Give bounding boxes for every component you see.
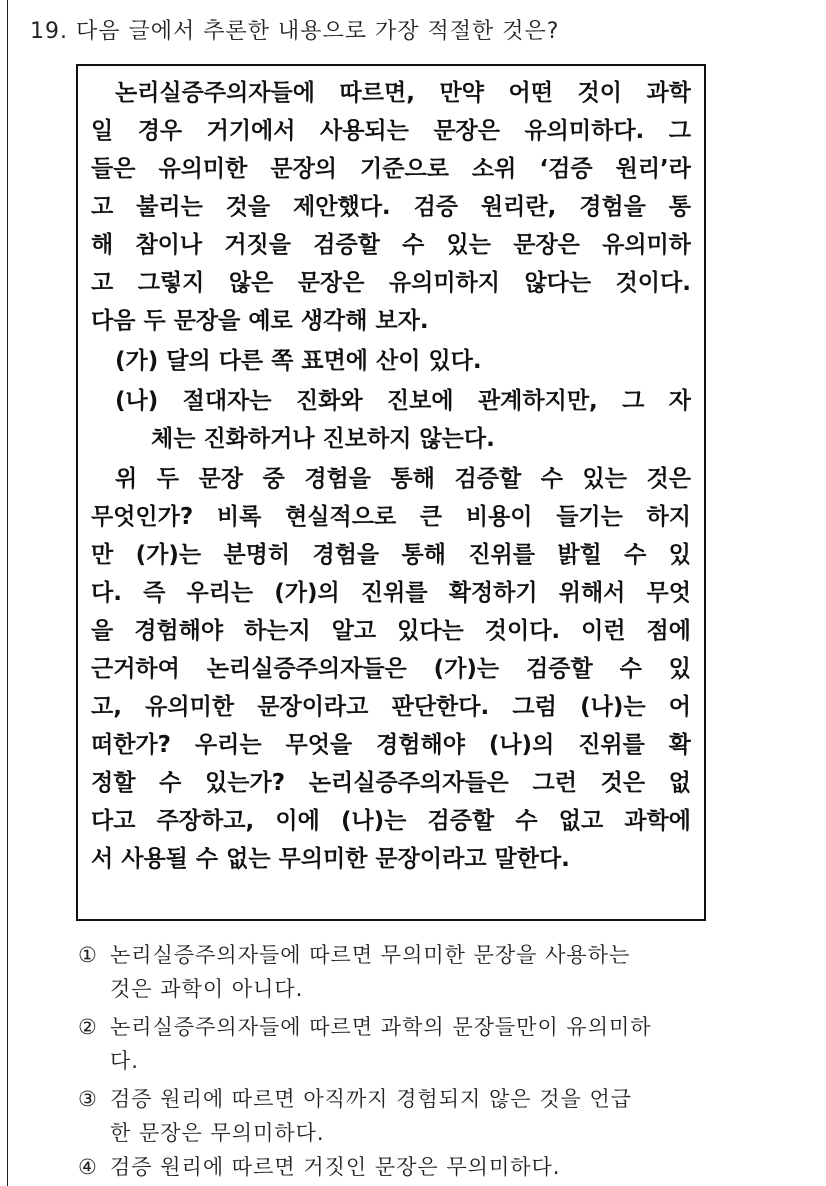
- option-1[interactable]: [78, 938, 758, 1006]
- passage-line: 정할 수 있는가? 논리실증주의자들은 그런 것은 없: [91, 770, 691, 796]
- option-number: ③: [78, 1087, 98, 1111]
- option-text-cont: 것은 과학이 아니다.: [110, 977, 304, 1001]
- passage-line: 고 불리는 것을 제안했다. 검증 원리란, 경험을 통: [91, 194, 691, 220]
- passage-example-na: (나) 절대자는 진화와 진보에 관계하지만, 그 자: [115, 388, 691, 414]
- passage-line: 떠한가? 우리는 무엇을 경험해야 (나)의 진위를 확: [91, 732, 691, 758]
- passage-line: 논리실증주의자들에 따르면, 만약 어떤 것이 과학: [115, 80, 691, 106]
- passage-line: 위 두 문장 중 경험을 통해 검증할 수 있는 것은: [115, 466, 691, 492]
- option-number: ①: [78, 943, 98, 967]
- passage-line: 일 경우 거기에서 사용되는 문장은 유의미하다. 그: [91, 118, 691, 144]
- option-number: ②: [78, 1015, 98, 1039]
- option-4[interactable]: [78, 1150, 758, 1184]
- passage-example-na-cont: 체는 진화하거나 진보하지 않는다.: [151, 426, 495, 452]
- option-text: 논리실증주의자들에 따르면 무의미한 문장을 사용하는: [110, 943, 631, 967]
- passage-line: 만 (가)는 분명히 경험을 통해 진위를 밝힐 수 있: [91, 542, 691, 568]
- passage-line: 을 경험해야 하는지 알고 있다는 것이다. 이런 점에: [91, 618, 691, 644]
- passage-line: 다. 즉 우리는 (가)의 진위를 확정하기 위해서 무엇: [91, 580, 691, 606]
- passage-box: [76, 64, 706, 921]
- option-text: 검증 원리에 따르면 거짓인 문장은 무의미하다.: [110, 1155, 561, 1179]
- question-label: 19. 다음 글에서 추론한 내용으로 가장 적절한 것은?: [30, 19, 560, 44]
- option-text: 검증 원리에 따르면 아직까지 경험되지 않은 것을 언급: [110, 1087, 633, 1111]
- passage-line: 다음 두 문장을 예로 생각해 보자.: [91, 308, 429, 334]
- passage-line: 서 사용될 수 없는 무의미한 문장이라고 말한다.: [91, 846, 570, 872]
- option-2[interactable]: [78, 1010, 758, 1078]
- passage-line: 해 참이나 거짓을 검증할 수 있는 문장은 유의미하: [91, 232, 691, 258]
- option-text-cont: 다.: [110, 1049, 139, 1073]
- option-number: ④: [78, 1155, 98, 1179]
- option-3[interactable]: [78, 1082, 758, 1150]
- option-text: 논리실증주의자들에 따르면 과학의 문장들만이 유의미하: [110, 1015, 652, 1039]
- option-text-cont: 한 문장은 무의미하다.: [110, 1121, 325, 1145]
- passage-line: 무엇인가? 비록 현실적으로 큰 비용이 들기는 하지: [91, 504, 691, 530]
- passage-line: 다고 주장하고, 이에 (나)는 검증할 수 없고 과학에: [91, 808, 691, 834]
- left-margin-rule: [7, 0, 8, 1186]
- passage-example-ga: (가) 달의 다른 쪽 표면에 산이 있다.: [115, 348, 482, 374]
- passage-line: 근거하여 논리실증주의자들은 (가)는 검증할 수 있: [91, 656, 691, 682]
- passage-line: 고, 유의미한 문장이라고 판단한다. 그럼 (나)는 어: [91, 694, 691, 720]
- passage-line: 고 그렇지 않은 문장은 유의미하지 않다는 것이다.: [91, 270, 691, 296]
- passage-line: 들은 유의미한 문장의 기준으로 소위 ‘검증 원리’라: [91, 156, 691, 182]
